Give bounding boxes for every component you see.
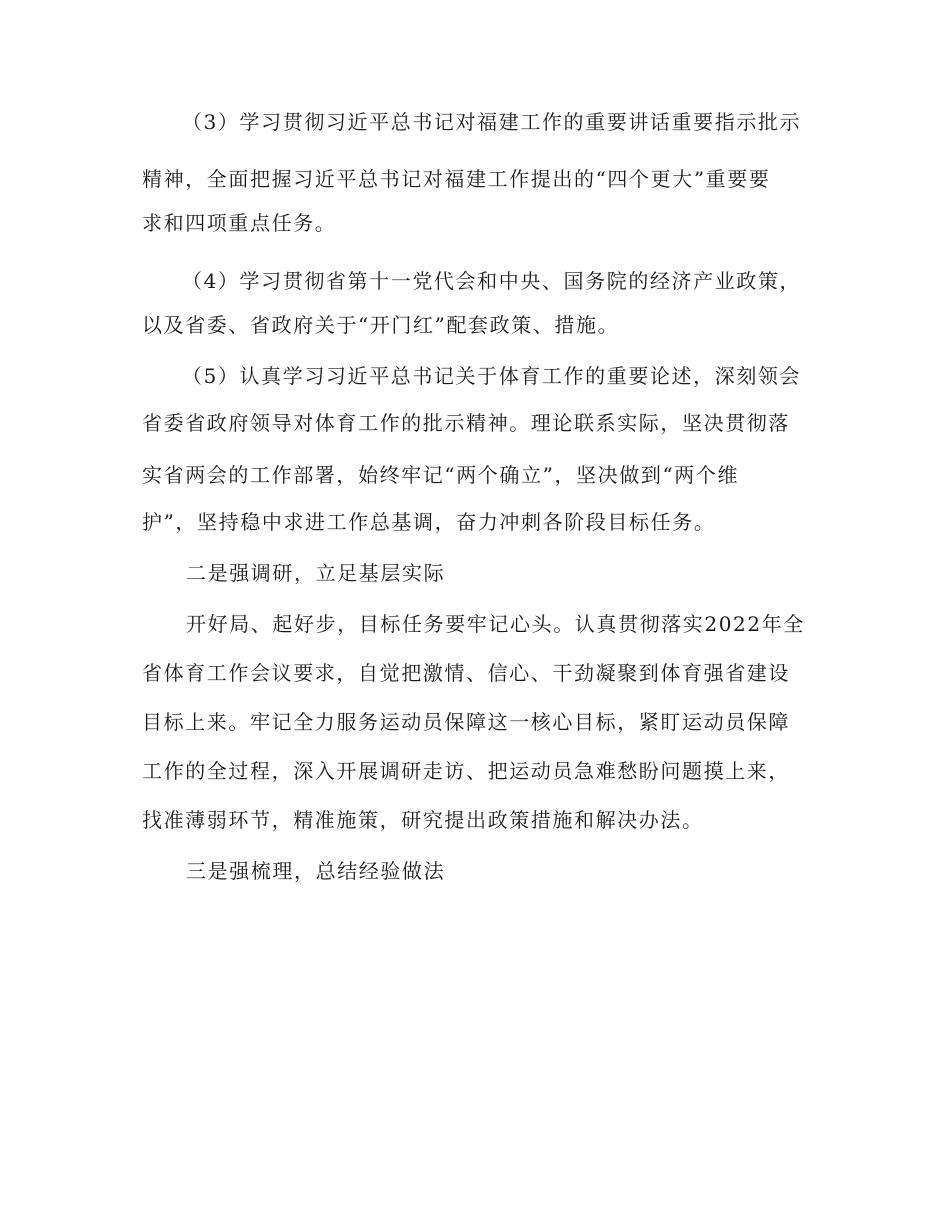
paragraph-4-line-2: 以及省委、省政府关于“开门红”配套政策、措施。	[142, 313, 620, 337]
paragraph-6-line-2: 省体育工作会议要求，自觉把激情、信心、干劲凝聚到体育强省建设	[142, 661, 790, 685]
paragraph-6-line-1: 开好局、起好步，目标任务要牢记心头。认真贯彻落实2022年全	[186, 612, 805, 636]
paragraph-5-line-1: （5）认真学习习近平总书记关于体育工作的重要论述，深刻领会	[182, 364, 802, 388]
paragraph-6-line-5: 找准薄弱环节，精准施策，研究提出政策措施和解决办法。	[142, 808, 704, 832]
paragraph-3-line-1: （3）学习贯彻习近平总书记对福建工作的重要讲话重要指示批示	[182, 110, 802, 134]
paragraph-5-line-2: 省委省政府领导对体育工作的批示精神。理论联系实际，坚决贯彻落	[142, 411, 790, 435]
paragraph-5-line-3: 实省两会的工作部署，始终牢记“两个确立”，坚决做到“两个维	[142, 463, 740, 487]
paragraph-3-line-3: 求和四项重点任务。	[142, 211, 337, 235]
paragraph-5-line-4: 护”，坚持稳中求进工作总基调，奋力冲刺各阶段目标任务。	[142, 510, 716, 534]
section-heading-2: 二是强调研，立足基层实际	[186, 561, 446, 585]
paragraph-4-line-1: （4）学习贯彻省第十一党代会和中央、国务院的经济产业政策，	[182, 269, 802, 293]
paragraph-3-line-2: 精神，全面把握习近平总书记对福建工作提出的“四个更大”重要要	[142, 167, 771, 191]
paragraph-6-line-3: 目标上来。牢记全力服务运动员保障这一核心目标，紧盯运动员保障	[142, 710, 790, 734]
paragraph-6-line-4: 工作的全过程，深入开展调研走访、把运动员急难愁盼问题摸上来，	[142, 759, 790, 783]
section-heading-3: 三是强梳理，总结经验做法	[186, 859, 446, 883]
